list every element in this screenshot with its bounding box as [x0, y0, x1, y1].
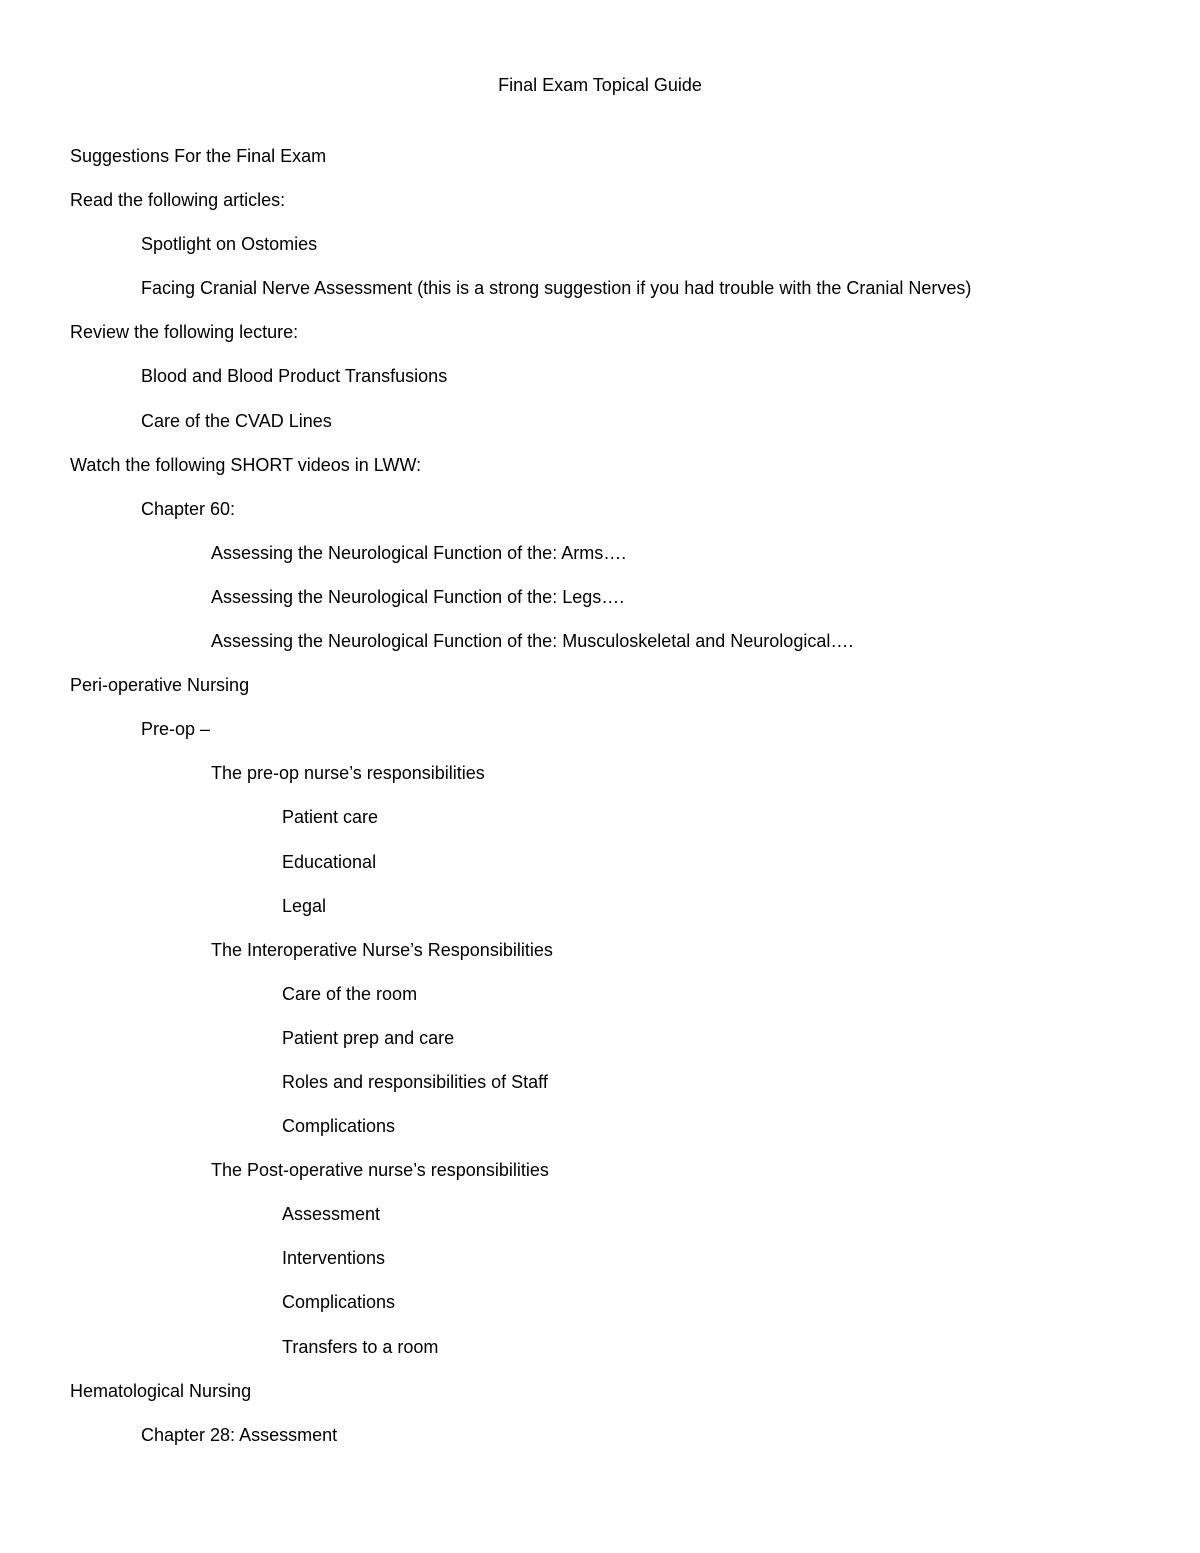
- list-item: The pre-op nurse’s responsibilities: [211, 763, 485, 784]
- list-item: The Interoperative Nurse’s Responsibilities: [211, 939, 553, 960]
- list-item: The Post-operative nurse’s responsibilities: [211, 1160, 549, 1181]
- section-heading: Review the following lecture:: [70, 322, 299, 343]
- list-item: Interventions: [282, 1248, 386, 1269]
- section-heading: Hematological Nursing: [70, 1380, 252, 1401]
- section-heading: Watch the following SHORT videos in LWW:: [70, 454, 422, 475]
- section-heading: Peri-operative Nursing: [70, 675, 250, 696]
- list-item: Transfers to a room: [282, 1336, 439, 1357]
- list-item: Chapter 60:: [141, 498, 236, 519]
- list-item: Roles and responsibilities of Staff: [282, 1071, 548, 1092]
- list-item: Complications: [282, 1116, 396, 1137]
- document-title: Final Exam Topical Guide: [498, 75, 702, 95]
- list-item: Assessing the Neurological Function of the: Arms….: [211, 542, 627, 563]
- list-item: Assessing the Neurological Function of the: Musculoskeletal and Neurological….: [211, 631, 854, 652]
- list-item: Complications: [282, 1292, 396, 1313]
- list-item: Care of the room: [282, 983, 418, 1004]
- section-heading: Suggestions For the Final Exam: [70, 146, 327, 166]
- list-item: Patient care: [282, 807, 379, 828]
- document-body: [0, 143, 1200, 1466]
- list-item: Assessing the Neurological Function of the: Legs….: [211, 586, 625, 607]
- list-item: Care of the CVAD Lines: [141, 410, 332, 431]
- list-item: Legal: [282, 895, 327, 916]
- list-item: Blood and Blood Product Transfusions: [141, 366, 448, 387]
- list-item: Educational: [282, 851, 377, 872]
- list-item: Assessment: [282, 1204, 381, 1225]
- list-item: Pre-op –: [141, 719, 211, 740]
- list-item: Facing Cranial Nerve Assessment (this is a strong suggestion if you had trouble with the Cranial Nerves): [141, 278, 972, 299]
- list-item: Chapter 28: Assessment: [141, 1424, 338, 1445]
- list-item: Spotlight on Ostomies: [141, 234, 318, 255]
- list-item: Patient prep and care: [282, 1027, 455, 1048]
- section-heading: Read the following articles:: [70, 190, 286, 211]
